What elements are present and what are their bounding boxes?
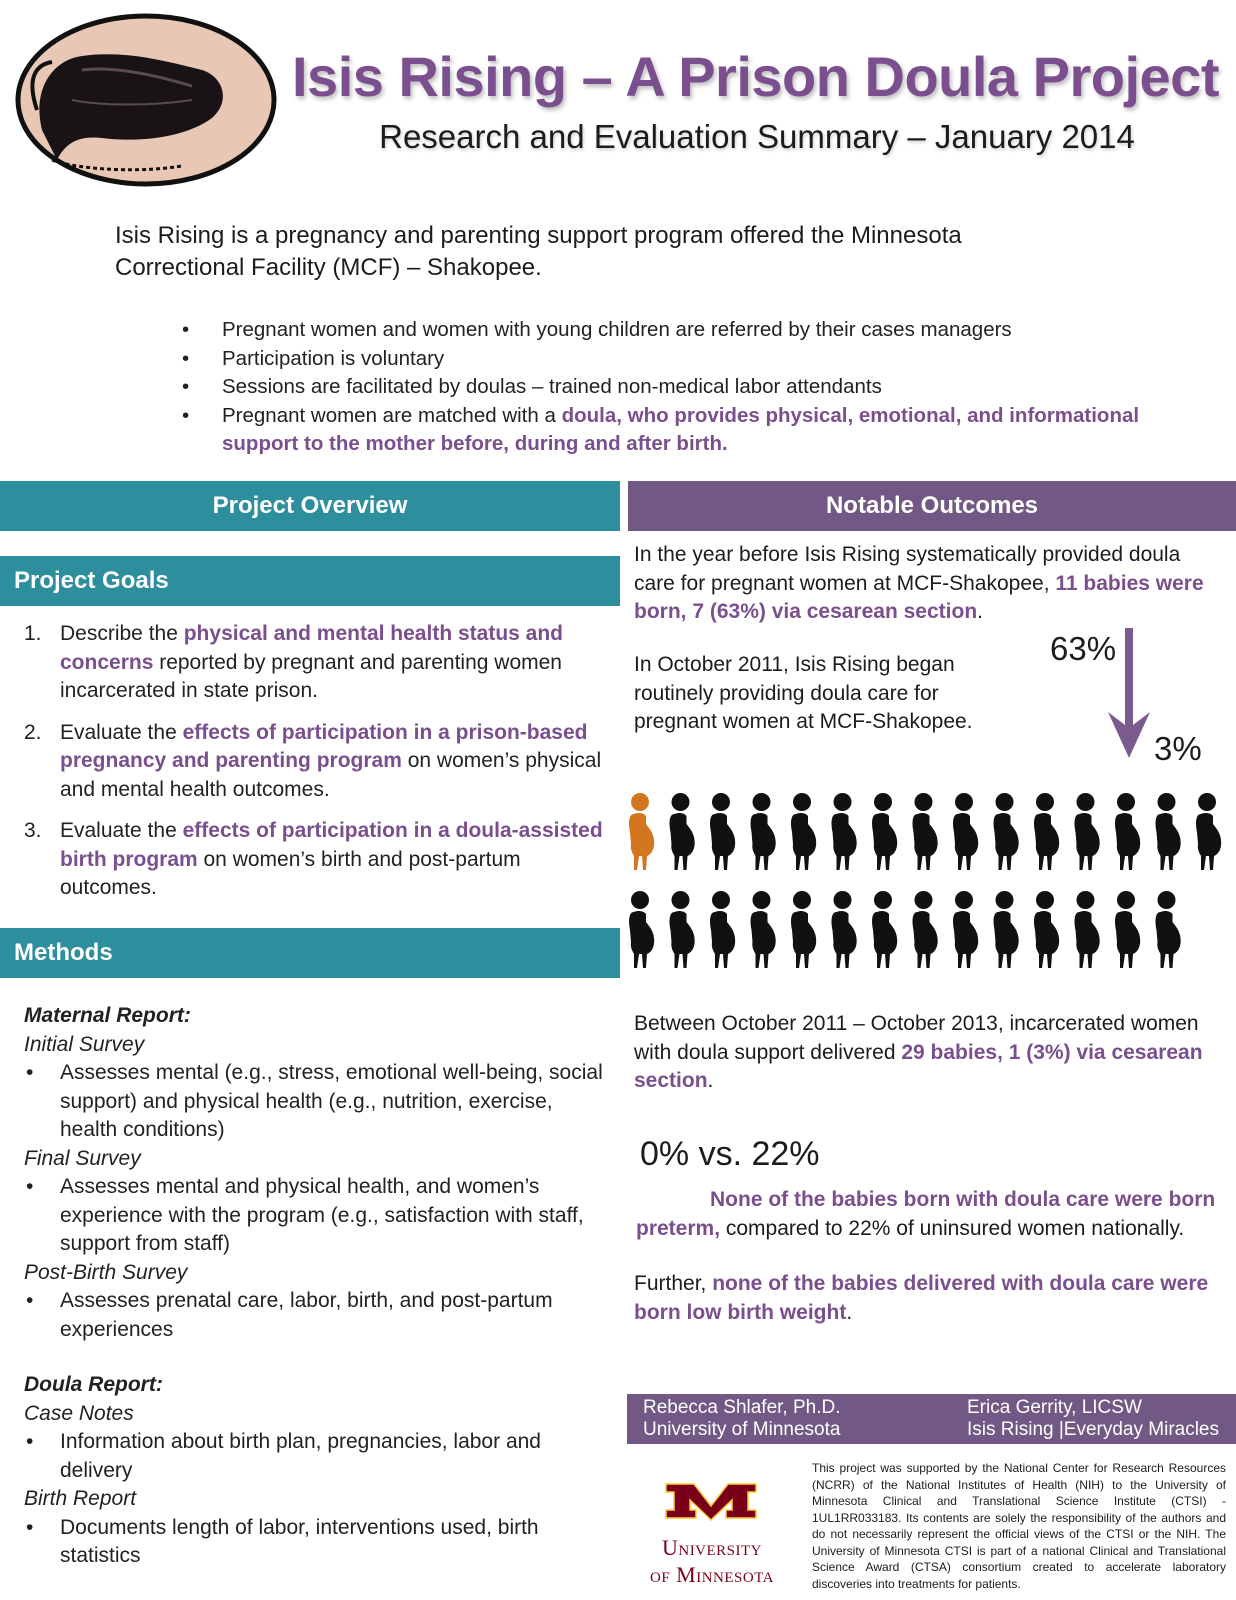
contact-left xyxy=(643,1397,841,1441)
final-survey-label: Final Survey xyxy=(24,1146,141,1170)
outcome-text: compared to 22% of uninsured women nationally. xyxy=(720,1216,1185,1240)
goal-item xyxy=(24,719,604,805)
pregnant-figure-icon xyxy=(1156,891,1181,968)
pregnant-figure-icon xyxy=(1075,793,1100,870)
outcome-text: Between October 2011 – October 2013, incarcerated women with doula support delivered xyxy=(634,1012,1199,1064)
bullet-text: Pregnant women are matched with a xyxy=(222,403,562,427)
outcome-text: . xyxy=(977,600,983,623)
wordmark-line: University xyxy=(661,1535,763,1560)
intro-paragraph: Isis Rising is a pregnancy and parenting support program offered the Minnesota Correctional Facility (MCF) – Shakopee. xyxy=(115,222,962,281)
pregnant-figure-icon xyxy=(629,793,654,870)
bullet-item: • Sessions are facilitated by doulas – trained non-medical labor attendants xyxy=(182,373,1142,402)
page-subtitle: Research and Evaluation Summary – January 2014 xyxy=(379,118,1135,155)
pregnant-figure-icon xyxy=(751,793,776,870)
pregnant-figures-pictogram xyxy=(628,792,1228,992)
funding-disclaimer: This project was supported by the National Center for Research Resources (NCRR) of the National Institutes of Health (NIH) to the University of Minnesota Clinical and Translational Science Institute (CTSI) - 1UL1RR033183. Its contents are solely the responsibility of the authors and do not necessarily represent the official views of the CTSI or the NIH. The University of Minnesota CTSI is part of a national Clinical and Translational Science Award (CTSA) consortium created to accelerate laboratory discoveries into treatments for patients. xyxy=(812,1461,1226,1591)
pregnant-figure-icon xyxy=(1034,891,1059,968)
maternal-report-heading: Maternal Report: xyxy=(24,1004,191,1027)
pregnant-figure-icon xyxy=(1196,793,1221,870)
contact-org: Isis Rising |Everyday Miracles xyxy=(967,1419,1220,1440)
pregnant-figure-icon xyxy=(791,891,816,968)
down-arrow-icon xyxy=(1104,628,1154,760)
goal-number: 2. xyxy=(24,720,42,744)
program-bullets xyxy=(182,316,1142,459)
spacer xyxy=(24,1344,614,1371)
goal-highlight: effects of participation in a prison-based pregnancy and parenting program xyxy=(60,720,588,772)
pregnant-figure-icon xyxy=(913,891,938,968)
outcome-highlight: None of the babies born with doula care were born preterm, xyxy=(636,1188,1216,1240)
goal-highlight: effects of participation in a doula-assisted birth program xyxy=(60,819,603,871)
goal-item xyxy=(24,620,604,706)
goal-text: Evaluate the xyxy=(60,819,183,842)
preterm-stat: 0% vs. 22% xyxy=(640,1135,820,1173)
bullet-item: • Pregnant women and women with young children are referred by their cases managers xyxy=(182,316,1142,345)
case-notes-item: • Information about birth plan, pregnancies, labor and delivery xyxy=(24,1428,614,1485)
project-goals-header: Project Goals xyxy=(0,556,620,606)
goal-highlight: physical and mental health status and concerns xyxy=(60,622,563,674)
pregnant-figure-icon xyxy=(710,793,735,870)
pregnant-figure-icon xyxy=(1115,793,1140,870)
pregnant-figure-icon xyxy=(832,891,857,968)
post-birth-survey-label: Post-Birth Survey xyxy=(24,1260,188,1284)
goal-text: Evaluate the xyxy=(60,720,183,744)
contact-name: Rebecca Shlafer, Ph.D. xyxy=(643,1397,841,1418)
methods-content xyxy=(24,1002,614,1571)
pregnant-figure-icon xyxy=(629,891,654,968)
pregnant-figure-icon xyxy=(994,793,1019,870)
pregnant-figure-icon xyxy=(791,793,816,870)
pregnant-figure-icon xyxy=(710,891,735,968)
university-wordmark xyxy=(627,1534,797,1588)
birth-report-item: • Documents length of labor, interventions used, birth statistics xyxy=(24,1514,614,1571)
methods-header: Methods xyxy=(0,928,620,978)
pregnant-figure-icon xyxy=(1115,891,1140,968)
goal-text: on women’s physical and mental health outcomes. xyxy=(60,749,602,801)
pregnant-figure-icon xyxy=(994,891,1019,968)
pregnant-figure-icon xyxy=(953,891,978,968)
outcome-text: . xyxy=(846,1300,853,1324)
pregnant-figure-icon xyxy=(751,891,776,968)
outcome-text: Further, xyxy=(634,1272,713,1295)
page-title: Isis Rising – A Prison Doula Project xyxy=(292,45,1219,108)
pregnant-figure-icon xyxy=(670,891,695,968)
pregnant-figure-icon xyxy=(1075,891,1100,968)
isis-rising-logo xyxy=(12,10,284,190)
doula-report-heading: Doula Report: xyxy=(24,1373,163,1396)
percent-after: 3% xyxy=(1154,730,1202,767)
initial-survey-label: Initial Survey xyxy=(24,1032,145,1056)
final-survey-item: • Assesses mental and physical health, and women’s experience with the program (e.g., satisfaction with staff, support from staff) xyxy=(24,1173,614,1259)
outcome-highlight: none of the babies delivered with doula care were born low birth weight xyxy=(634,1272,1209,1324)
pregnant-figure-icon xyxy=(1156,793,1181,870)
outcome-text: . xyxy=(707,1069,714,1092)
initial-survey-item: • Assesses mental (e.g., stress, emotional well-being, social support) and physical health (e.g., nutrition, exercise, health conditions) xyxy=(24,1059,614,1145)
goal-text: Describe the xyxy=(60,622,184,645)
wordmark-line: of Minnesota xyxy=(649,1562,775,1587)
outcome-paragraph-after xyxy=(634,1010,1224,1096)
bullet-highlight: doula, who provides physical, emotional, and informational support to the mother before, during and after birth. xyxy=(222,403,1140,455)
goal-item xyxy=(24,817,604,903)
contact-name: Erica Gerrity, LICSW xyxy=(967,1397,1142,1418)
goal-number: 3. xyxy=(24,819,42,842)
percent-before: 63% xyxy=(1050,630,1117,667)
post-birth-survey-item: • Assesses prenatal care, labor, birth, and post-partum experiences xyxy=(24,1287,614,1344)
pregnant-figure-icon xyxy=(913,793,938,870)
pregnant-figure-icon xyxy=(670,793,695,870)
contact-org: University of Minnesota xyxy=(643,1419,841,1440)
pregnant-figure-icon xyxy=(1034,793,1059,870)
outcome-paragraph-preterm xyxy=(636,1186,1228,1243)
outcome-paragraph-before xyxy=(634,541,1224,627)
university-m-logo-icon xyxy=(656,1476,766,1526)
goal-number: 1. xyxy=(24,622,42,645)
pregnant-figure-icon xyxy=(953,793,978,870)
bullet-item xyxy=(182,402,1142,459)
goals-list xyxy=(24,620,604,916)
goal-text: on women’s birth and post-partum outcomes. xyxy=(60,847,521,899)
contact-right xyxy=(967,1397,1219,1441)
birth-report-label: Birth Report xyxy=(24,1487,137,1510)
case-notes-label: Case Notes xyxy=(24,1401,134,1425)
project-overview-header: Project Overview xyxy=(0,481,620,531)
notable-outcomes-header: Notable Outcomes xyxy=(628,481,1236,531)
outcome-paragraph-start: In October 2011, Isis Rising began routinely providing doula care for pregnant women at MCF-Shakopee. xyxy=(634,653,973,733)
outcome-highlight: 29 babies, 1 (3%) via cesarean section xyxy=(634,1040,1203,1092)
pregnant-figure-icon xyxy=(832,793,857,870)
pregnant-figure-icon xyxy=(872,793,897,870)
bullet-item: • Participation is voluntary xyxy=(182,345,1142,374)
contact-bar xyxy=(627,1394,1236,1444)
outcome-text: In the year before Isis Rising systematically provided doula care for pregnant women at MCF-Shakopee, xyxy=(634,543,1181,595)
goal-text: reported by pregnant and parenting women incarcerated in state prison. xyxy=(60,650,562,702)
pregnant-figure-icon xyxy=(872,891,897,968)
outcome-paragraph-birthweight xyxy=(634,1270,1224,1327)
outcome-highlight: 11 babies were born, 7 (63%) via cesarean section xyxy=(634,571,1204,623)
